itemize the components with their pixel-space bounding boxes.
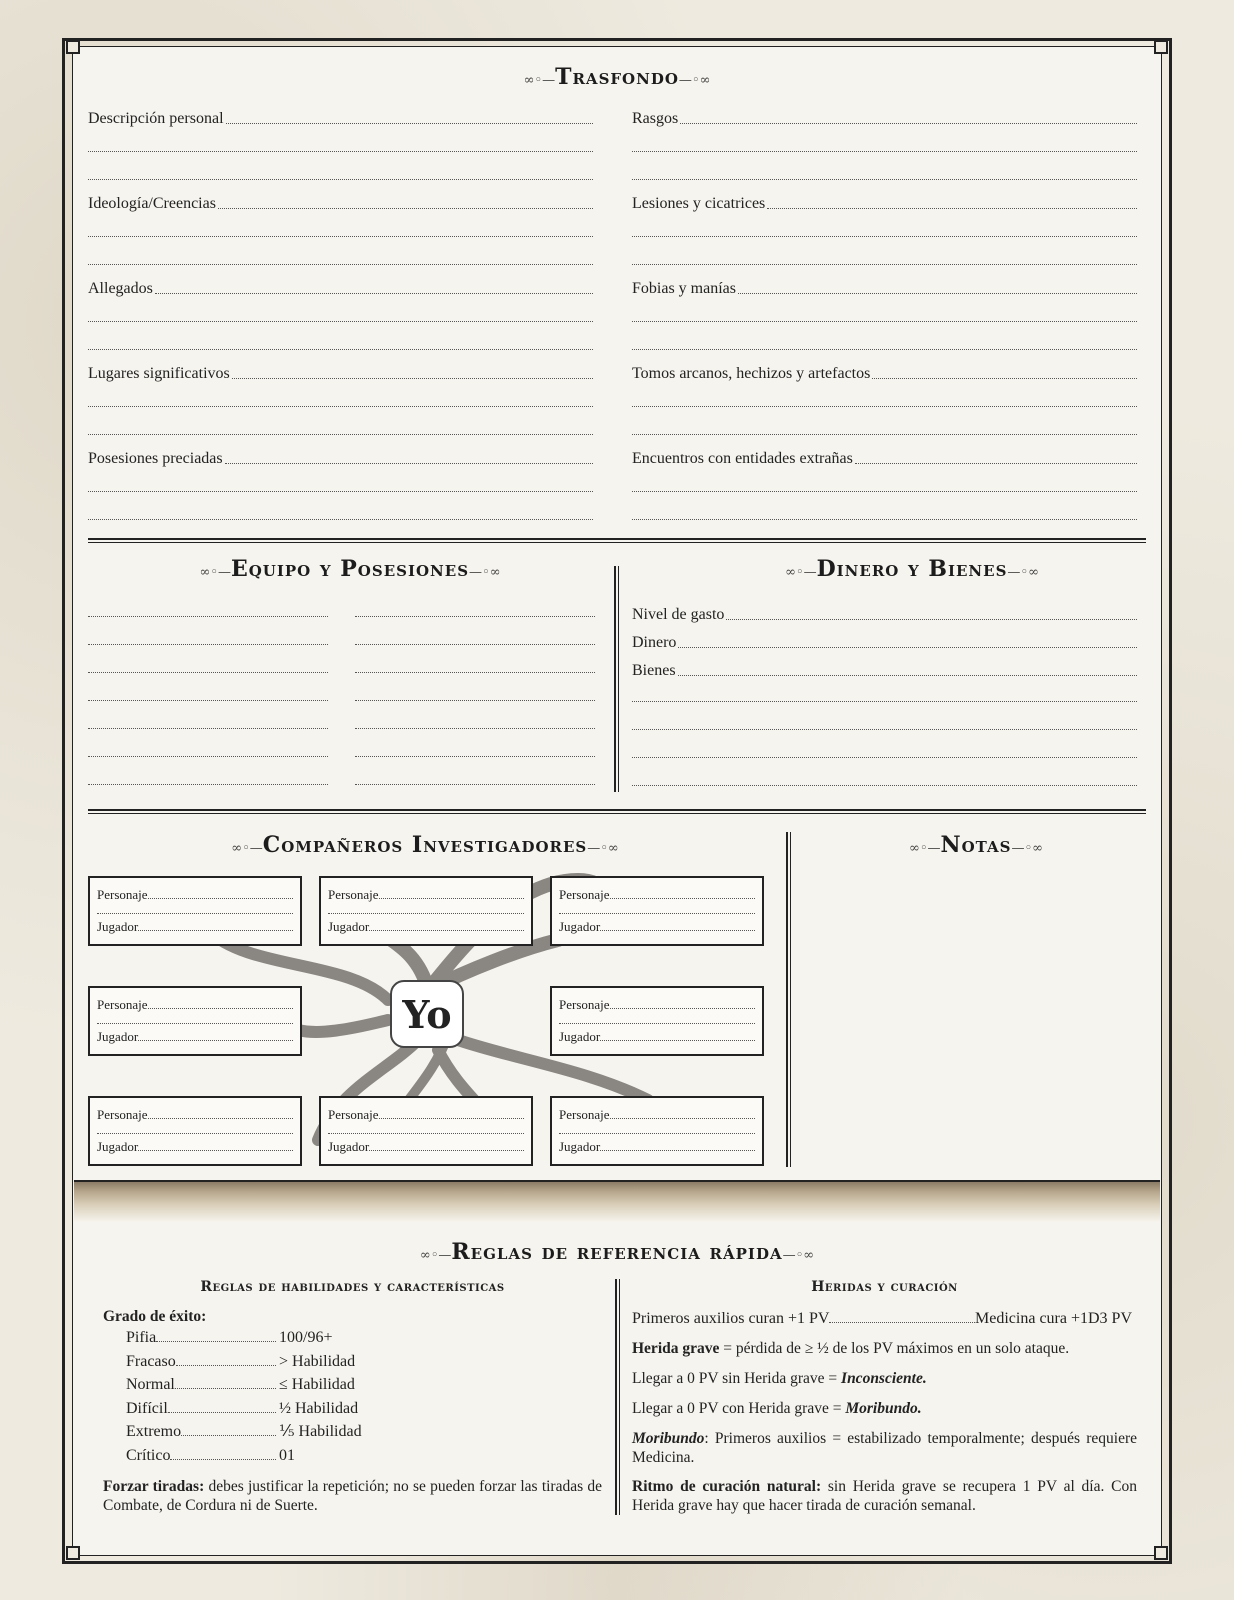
success-grade-row: Extremo ⅕ Habilidad [126, 1423, 362, 1440]
corner-ornament [66, 40, 80, 54]
assets-field[interactable]: Bienes [632, 652, 1137, 680]
background-section-title: ∞◦—Trasfondo—◦∞ [523, 64, 711, 90]
companion-card[interactable]: Personaje Jugador [319, 1096, 533, 1166]
success-grade-row: Normal ≤ Habilidad [126, 1376, 355, 1393]
equipment-line[interactable] [355, 784, 595, 785]
companion-card[interactable]: Personaje Jugador [550, 876, 764, 946]
corner-ornament [66, 1546, 80, 1560]
background-line[interactable] [632, 264, 1137, 265]
quick-reference-title: ∞◦—Reglas de referencia rápida—◦∞ [419, 1239, 815, 1265]
corner-ornament [1154, 1546, 1168, 1560]
section-divider [88, 538, 1146, 543]
background-line[interactable] [632, 349, 1137, 350]
background-line[interactable] [88, 519, 593, 520]
spending-level-field[interactable]: Nivel de gasto [632, 596, 1137, 624]
equipment-section-title: ∞◦—Equipo y Posesiones—◦∞ [199, 556, 501, 582]
companion-card[interactable]: Personaje Jugador [88, 1096, 302, 1166]
companion-card[interactable]: Personaje Jugador [88, 986, 302, 1056]
success-grade-heading: Grado de éxito: [103, 1308, 207, 1325]
equipment-line[interactable] [88, 728, 328, 729]
natural-healing-rule: Ritmo de curación natural: sin Herida grave se recupera 1 PV al día. Con Herida grave hay que hacer tirada de curación semanal. [632, 1478, 1137, 1514]
background-field[interactable]: Descripción personal [88, 100, 593, 128]
column-divider [786, 832, 791, 1167]
assets-line[interactable] [632, 757, 1137, 758]
dying-rule: Llegar a 0 PV con Herida grave = Moribundo. [632, 1400, 922, 1417]
equipment-line[interactable] [88, 644, 328, 645]
notes-section-title: ∞◦—Notas—◦∞ [909, 832, 1043, 858]
background-field[interactable]: Lesiones y cicatrices [632, 185, 1137, 213]
equipment-line[interactable] [88, 700, 328, 701]
background-field[interactable]: Tomos arcanos, hechizos y artefactos [632, 355, 1137, 383]
skills-rules-heading: Reglas de habilidades y características [200, 1279, 505, 1295]
equipment-line[interactable] [88, 616, 328, 617]
companions-section-title: ∞◦—Compañeros Investigadores—◦∞ [231, 832, 619, 858]
background-line[interactable] [632, 519, 1137, 520]
section-divider [74, 1180, 1160, 1182]
torn-paper-edge [74, 1182, 1160, 1222]
column-divider [614, 566, 619, 792]
background-field[interactable]: Rasgos [632, 100, 1137, 128]
notes-area[interactable] [800, 870, 1140, 1165]
assets-line[interactable] [632, 729, 1137, 730]
equipment-line[interactable] [355, 644, 595, 645]
healing-heading: Heridas y curación [811, 1279, 958, 1295]
background-line[interactable] [632, 406, 1137, 407]
assets-line[interactable] [632, 701, 1137, 702]
background-line[interactable] [88, 406, 593, 407]
first-aid-rule: Primeros auxilios curan +1 PV Medicina cura +1D3 PV [632, 1310, 1132, 1327]
background-line[interactable] [632, 434, 1137, 435]
cash-field[interactable]: Dinero [632, 624, 1137, 652]
background-field[interactable]: Allegados [88, 270, 593, 298]
background-line[interactable] [632, 491, 1137, 492]
background-field[interactable]: Posesiones preciadas [88, 440, 593, 468]
background-line[interactable] [88, 179, 593, 180]
background-line[interactable] [88, 264, 593, 265]
background-line[interactable] [88, 236, 593, 237]
background-line[interactable] [88, 321, 593, 322]
equipment-line[interactable] [355, 756, 595, 757]
background-line[interactable] [632, 236, 1137, 237]
column-divider [615, 1279, 620, 1515]
dying-stabilize-rule: Moribundo: Primeros auxilios = estabilizado temporalmente; después requiere Medicina. [632, 1430, 1137, 1466]
money-section-title: ∞◦—Dinero y Bienes—◦∞ [785, 556, 1039, 582]
background-line[interactable] [632, 151, 1137, 152]
equipment-line[interactable] [88, 756, 328, 757]
background-field[interactable]: Encuentros con entidades extrañas [632, 440, 1137, 468]
background-line[interactable] [88, 151, 593, 152]
background-line[interactable] [632, 321, 1137, 322]
background-line[interactable] [88, 434, 593, 435]
background-field[interactable]: Fobias y manías [632, 270, 1137, 298]
equipment-line[interactable] [355, 672, 595, 673]
equipment-line[interactable] [88, 672, 328, 673]
push-roll-rule: Forzar tiradas: debes justificar la repetición; no se pueden forzar las tiradas de Combate, de Cordura ni de Suerte. [103, 1478, 602, 1514]
unconscious-rule: Llegar a 0 PV sin Herida grave = Inconsciente. [632, 1370, 927, 1387]
equipment-line[interactable] [355, 616, 595, 617]
section-divider [88, 809, 1146, 814]
companion-card[interactable]: Personaje Jugador [550, 986, 764, 1056]
equipment-line[interactable] [355, 700, 595, 701]
background-field[interactable]: Lugares significativos [88, 355, 593, 383]
background-line[interactable] [88, 349, 593, 350]
success-grade-row: Difícil ½ Habilidad [126, 1399, 359, 1417]
assets-line[interactable] [632, 785, 1137, 786]
major-wound-rule: Herida grave = pérdida de ≥ ½ de los PV máximos en un solo ataque. [632, 1340, 1070, 1357]
companion-card[interactable]: Personaje Jugador [550, 1096, 764, 1166]
companion-card[interactable]: Personaje Jugador [319, 876, 533, 946]
corner-ornament [1154, 40, 1168, 54]
success-grade-row: Fracaso > Habilidad [126, 1352, 356, 1370]
self-node: Yo [390, 980, 464, 1048]
background-field[interactable]: Ideología/Creencias [88, 185, 593, 213]
equipment-line[interactable] [355, 728, 595, 729]
background-line[interactable] [632, 179, 1137, 180]
background-line[interactable] [88, 491, 593, 492]
equipment-line[interactable] [88, 784, 328, 785]
success-grade-row: Crítico 01 [126, 1446, 295, 1464]
success-grade-row: Pifia 100/96+ [126, 1329, 333, 1346]
companion-card[interactable]: Personaje Jugador [88, 876, 302, 946]
